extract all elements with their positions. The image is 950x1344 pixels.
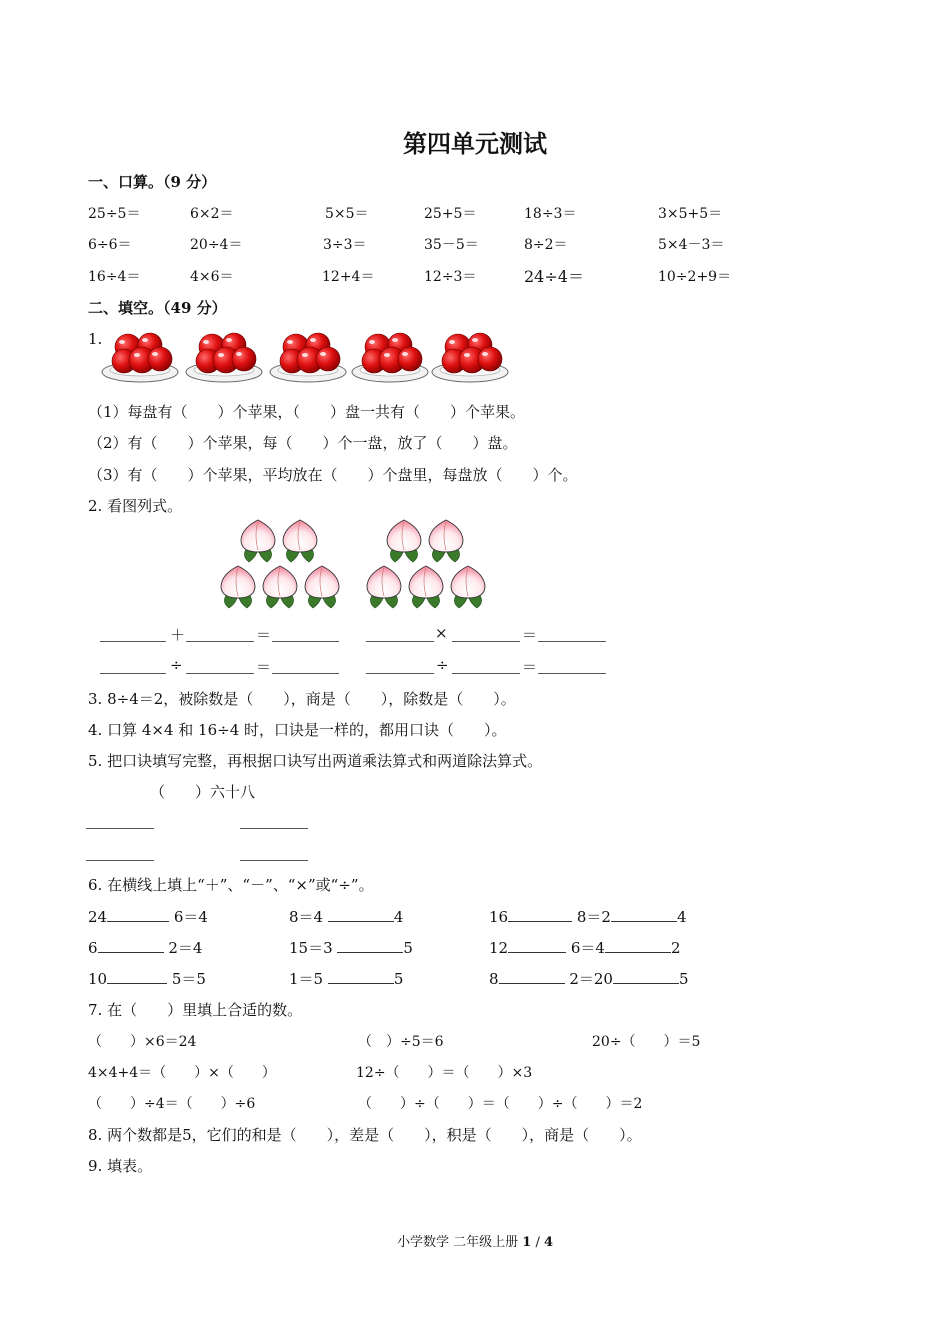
answer-line[interactable] <box>240 860 308 861</box>
q1-line: （3）有（ ）个苹果，平均放在（ ）个盘里，每盘放（ ）个。 <box>88 466 578 484</box>
calc-item: 5×5＝ <box>325 206 369 222</box>
calc-item: 5×4－3＝ <box>658 237 725 253</box>
answer-line[interactable] <box>538 641 606 642</box>
apple-plates-image <box>100 325 520 390</box>
q3-text: 3. 8÷4＝2，被除数是（ ），商是（ ），除数是（ ）。 <box>88 690 516 708</box>
q2-text: 2. 看图列式。 <box>88 497 183 515</box>
q1-line: （1）每盘有（ ）个苹果，（ ）盘一共有（ ）个苹果。 <box>88 403 526 421</box>
q1-number: 1. <box>88 330 103 348</box>
q7-text: 7. 在（ ）里填上合适的数。 <box>88 1001 303 1019</box>
footer-subject: 小学数学 二年级上册 <box>396 1235 519 1250</box>
calc-item: 25÷5＝ <box>88 206 141 222</box>
operator-blank[interactable] <box>613 969 679 984</box>
q7-item: （ ）÷5＝6 <box>358 1034 444 1050</box>
q7-item: （ ）÷（ ）＝（ ）÷（ ）＝2 <box>358 1096 643 1112</box>
answer-line[interactable] <box>100 673 166 674</box>
q6-item: 16 8＝2 4 <box>489 908 687 926</box>
calc-item: 3×5+5＝ <box>658 206 723 222</box>
operator-blank[interactable] <box>508 907 572 922</box>
calc-item: 6÷6＝ <box>88 237 132 253</box>
q6-item: 12 6＝4 2 <box>489 939 681 957</box>
page-number: 1 <box>522 1235 532 1250</box>
operator-blank[interactable] <box>499 969 565 984</box>
peaches-image <box>215 518 495 618</box>
calc-item: 12÷3＝ <box>424 269 477 285</box>
operator-blank[interactable] <box>98 938 164 953</box>
q7-item: （ ）×6＝24 <box>88 1034 197 1050</box>
operator-blank[interactable] <box>107 907 169 922</box>
q6-item: 8 2＝20 5 <box>489 970 689 988</box>
q6-item: 24 6＝4 <box>88 908 208 926</box>
operator: ＝ <box>256 658 272 676</box>
answer-line[interactable] <box>100 641 166 642</box>
answer-line[interactable] <box>186 673 254 674</box>
section2-heading: 二、填空。（49 分） <box>88 299 227 317</box>
q8-text: 8. 两个数都是5，它们的和是（ ），差是（ ），积是（ ），商是（ ）。 <box>88 1126 642 1144</box>
operator-blank[interactable] <box>107 969 167 984</box>
q7-item: 20÷（ ）＝5 <box>592 1034 701 1050</box>
answer-line[interactable] <box>452 673 520 674</box>
calc-item: 35－5＝ <box>424 237 479 253</box>
operator-blank[interactable] <box>328 969 394 984</box>
operator-blank[interactable] <box>328 907 394 922</box>
calc-item: 18÷3＝ <box>524 206 577 222</box>
answer-line[interactable] <box>86 860 154 861</box>
calc-item: 3÷3＝ <box>323 237 367 253</box>
q6-item: 8＝4 4 <box>289 908 404 926</box>
q4-text: 4. 口算 4×4 和 16÷4 时，口诀是一样的，都用口诀（ ）。 <box>88 721 507 739</box>
page-separator: / <box>535 1235 540 1250</box>
calc-item: 6×2＝ <box>190 206 234 222</box>
operator: × <box>435 624 448 642</box>
calc-item: 20÷4＝ <box>190 237 243 253</box>
answer-line[interactable] <box>240 828 308 829</box>
q5-rhyme: （ ）六十八 <box>150 783 256 801</box>
operator: ÷ <box>436 656 449 674</box>
answer-line[interactable] <box>86 828 154 829</box>
operator-blank[interactable] <box>508 938 566 953</box>
operator: ＝ <box>522 658 538 676</box>
answer-line[interactable] <box>452 641 520 642</box>
q1-line: （2）有（ ）个苹果，每（ ）个一盘，放了（ ）盘。 <box>88 434 518 452</box>
q6-text: 6. 在横线上填上“＋”、“－”、“×”或“÷”。 <box>88 876 374 894</box>
section1-heading: 一、口算。（9 分） <box>88 173 217 191</box>
calc-item: 8÷2＝ <box>524 237 568 253</box>
q6-item: 15＝3 5 <box>289 939 413 957</box>
operator-blank[interactable] <box>337 938 403 953</box>
page-total: 4 <box>543 1235 554 1250</box>
q7-item: （ ）÷4＝（ ）÷6 <box>88 1096 256 1112</box>
operator: ＋ <box>170 626 186 644</box>
q6-item: 6 2＝4 <box>88 939 203 957</box>
operator-blank[interactable] <box>611 907 677 922</box>
calc-item: 25+5＝ <box>424 206 477 222</box>
answer-line[interactable] <box>186 641 254 642</box>
q7-item: 4×4+4＝（ ）×（ ） <box>88 1065 276 1081</box>
answer-line[interactable] <box>538 673 606 674</box>
answer-line[interactable] <box>272 673 339 674</box>
page-title: 第四单元测试 <box>403 129 547 158</box>
operator: ＝ <box>522 626 538 644</box>
q5-text: 5. 把口诀填写完整，再根据口诀写出两道乘法算式和两道除法算式。 <box>88 752 543 770</box>
q6-item: 1＝5 5 <box>289 970 404 988</box>
q7-item: 12÷（ ）＝（ ）×3 <box>356 1065 533 1081</box>
calc-item: 16÷4＝ <box>88 269 141 285</box>
q9-text: 9. 填表。 <box>88 1157 153 1175</box>
operator: ＝ <box>256 626 272 644</box>
calc-item: 10÷2+9＝ <box>658 269 732 285</box>
answer-line[interactable] <box>272 641 339 642</box>
operator: ÷ <box>170 656 183 674</box>
answer-line[interactable] <box>366 673 434 674</box>
operator-blank[interactable] <box>605 938 671 953</box>
page-footer <box>0 1231 950 1250</box>
answer-line[interactable] <box>366 641 434 642</box>
calc-item: 4×6＝ <box>190 269 234 285</box>
calc-item: 24÷4＝ <box>524 267 584 286</box>
q6-item: 10 5＝5 <box>88 970 206 988</box>
calc-item: 12+4＝ <box>322 269 375 285</box>
